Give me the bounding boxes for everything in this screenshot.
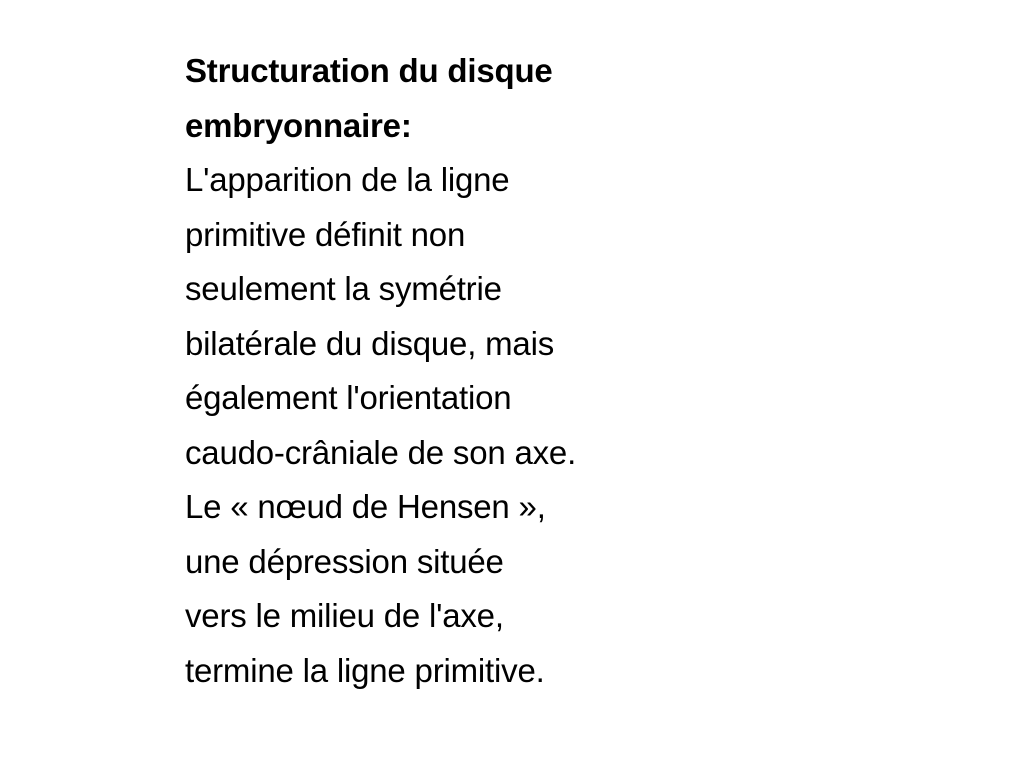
slide-title-line: Structuration du disque xyxy=(185,52,553,89)
body-text-line: seulement la symétrie xyxy=(185,270,502,307)
slide-text-block xyxy=(185,44,705,698)
slide-title-line: embryonnaire: xyxy=(185,106,412,144)
body-text-line: termine la ligne primitive. xyxy=(185,651,545,689)
body-text-line: primitive définit non xyxy=(185,215,466,253)
body-text-line: bilatérale du disque, mais xyxy=(185,324,555,362)
body-text-line: vers le milieu de l'axe, xyxy=(185,597,504,634)
body-text-line: caudo-crâniale de son axe. xyxy=(185,433,577,471)
body-text-line: Le « nœud de Hensen », xyxy=(185,488,546,525)
body-text-line: L'apparition de la ligne xyxy=(185,161,510,198)
body-text-line: également l'orientation xyxy=(185,379,512,416)
body-text-line: une dépression située xyxy=(185,542,504,580)
